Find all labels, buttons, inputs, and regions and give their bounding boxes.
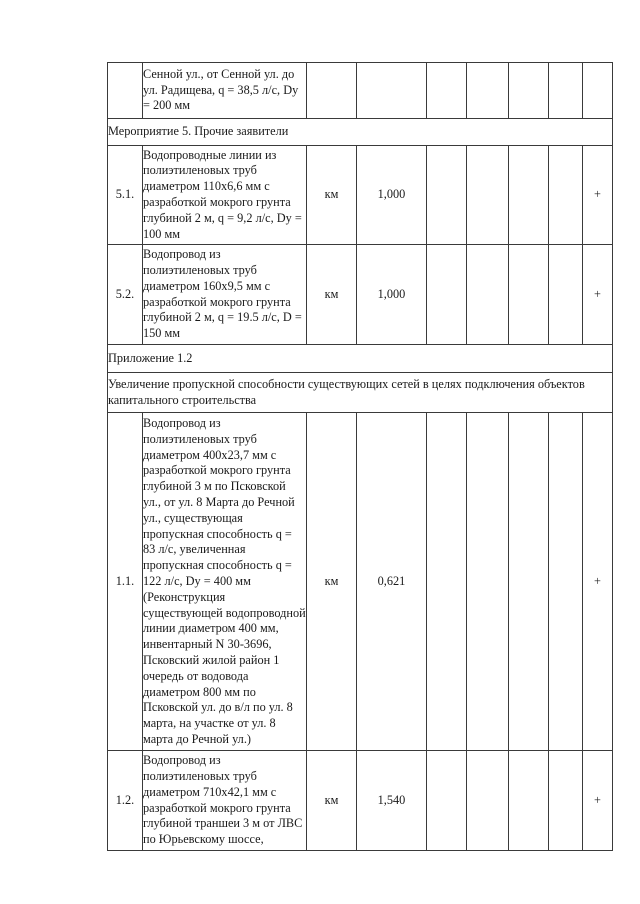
- unit-cell: [307, 63, 357, 119]
- row-number: 1.2.: [108, 751, 143, 851]
- row-description: Водопровод из полиэтиленовых труб диаметром 710х42,1 мм с разработкой мокрого грунта глубиной траншеи 3 м от ЛВС по Юрьевскому шоссе,: [143, 751, 307, 851]
- empty-cell: [549, 413, 583, 751]
- row-unit: км: [307, 413, 357, 751]
- empty-cell: [549, 63, 583, 119]
- empty-cell: [467, 245, 509, 345]
- row-mark: +: [583, 146, 613, 245]
- row-mark: +: [583, 413, 613, 751]
- table-row: [108, 413, 613, 751]
- row-number: 1.1.: [108, 413, 143, 751]
- mark-cell: [583, 63, 613, 119]
- empty-cell: [467, 63, 509, 119]
- row-mark: +: [583, 751, 613, 851]
- empty-cell: [509, 751, 549, 851]
- row-value: 0,621: [357, 413, 427, 751]
- empty-cell: [467, 413, 509, 751]
- empty-cell: [509, 63, 549, 119]
- section-heading: Мероприятие 5. Прочие заявители: [108, 119, 613, 146]
- row-description: Сенной ул., от Сенной ул. до ул. Радищева, q = 38,5 л/с, Dy = 200 мм: [143, 63, 307, 119]
- row-number-cell: [108, 63, 143, 119]
- empty-cell: [427, 245, 467, 345]
- section-row: [108, 373, 613, 413]
- empty-cell: [427, 63, 467, 119]
- value-cell: [357, 63, 427, 119]
- empty-cell: [427, 413, 467, 751]
- empty-cell: [509, 245, 549, 345]
- investment-program-table: [107, 62, 613, 851]
- row-unit: км: [307, 146, 357, 245]
- appendix-row: [108, 345, 613, 373]
- empty-cell: [549, 245, 583, 345]
- empty-cell: [549, 146, 583, 245]
- table-row: [108, 245, 613, 345]
- row-value: 1,000: [357, 146, 427, 245]
- table-row: [108, 146, 613, 245]
- empty-cell: [549, 751, 583, 851]
- section-row: [108, 119, 613, 146]
- row-value: 1,000: [357, 245, 427, 345]
- table-row-continuation: [108, 63, 613, 119]
- empty-cell: [467, 146, 509, 245]
- row-number: 5.2.: [108, 245, 143, 345]
- section-heading: Увеличение пропускной способности существующих сетей в целях подключения объектов капитального строительства: [108, 373, 613, 413]
- table-row: [108, 751, 613, 851]
- row-description: Водопровод из полиэтиленовых труб диаметром 160х9,5 мм с разработкой мокрого грунта глубиной 2 м, q = 19.5 л/с, D = 150 мм: [143, 245, 307, 345]
- row-mark: +: [583, 245, 613, 345]
- row-unit: км: [307, 245, 357, 345]
- row-unit: км: [307, 751, 357, 851]
- empty-cell: [427, 751, 467, 851]
- empty-cell: [509, 146, 549, 245]
- row-number: 5.1.: [108, 146, 143, 245]
- empty-cell: [509, 413, 549, 751]
- row-value: 1,540: [357, 751, 427, 851]
- row-description: Водопровод из полиэтиленовых труб диаметром 400х23,7 мм с разработкой мокрого грунта глубиной 3 м по Псковской ул., от ул. 8 Марта до Речной ул., существующая пропускная способность q = 83 л/с, увеличенная пропускная способность q = 122 л/с, Dy = 400 мм (Реконструкция существующей водопроводной линии диаметром 400 мм, инвентарный N 30-3696, Псковский жилой район 1 очередь от водовода диаметром 800 мм по Псковской ул. до в/л по ул. 8 марта, на участке от ул. 8 марта до Речной ул.): [143, 413, 307, 751]
- appendix-heading: Приложение 1.2: [108, 345, 613, 373]
- empty-cell: [467, 751, 509, 851]
- row-description: Водопроводные линии из полиэтиленовых труб диаметром 110х6,6 мм с разработкой мокрого грунта глубиной 2 м, q = 9,2 л/с, Dy = 100 мм: [143, 146, 307, 245]
- empty-cell: [427, 146, 467, 245]
